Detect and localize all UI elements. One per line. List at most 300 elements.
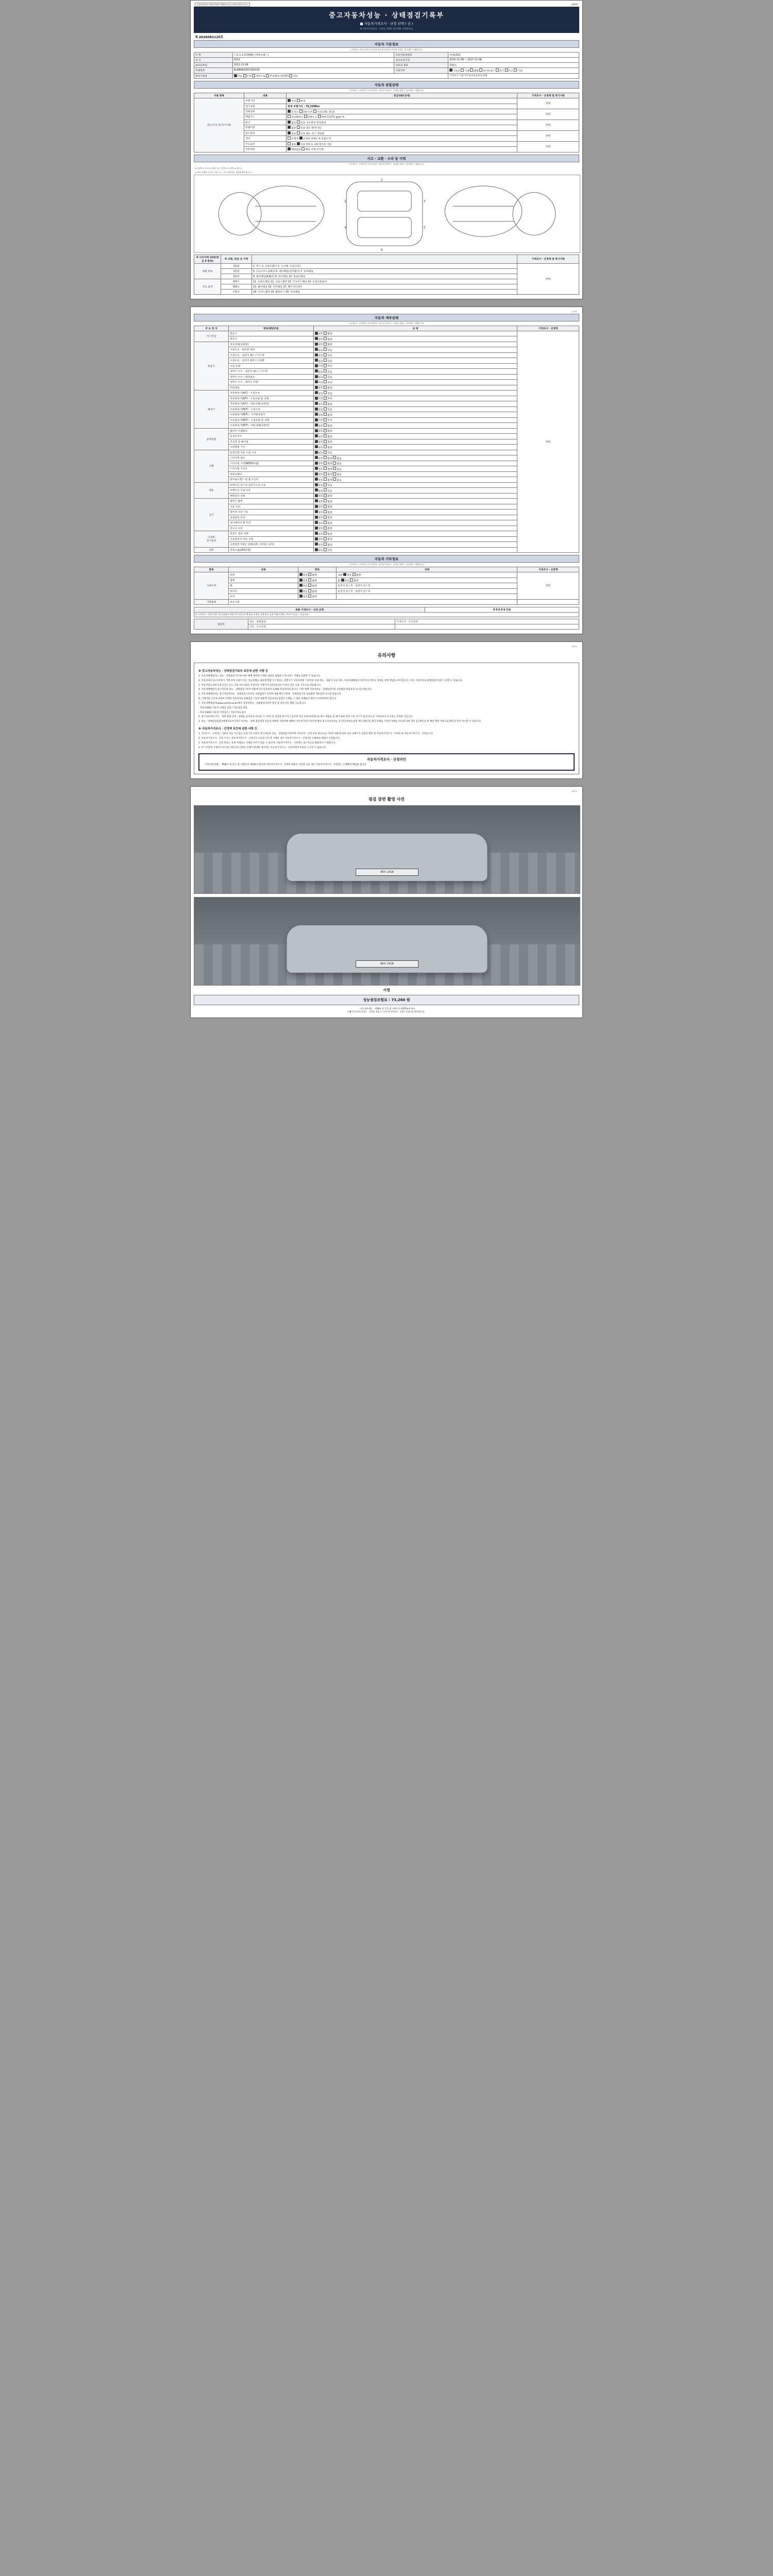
detail-option[interactable]: 불량 bbox=[324, 338, 332, 341]
detail-options[interactable] bbox=[313, 336, 517, 342]
detail-option[interactable]: 양호 bbox=[315, 463, 323, 465]
basic-info-table bbox=[194, 52, 579, 79]
detail-option[interactable]: 없음 bbox=[315, 393, 323, 395]
detail-option[interactable]: 있음 bbox=[324, 490, 332, 493]
overall-head-1: 내용 bbox=[244, 93, 287, 98]
detail-option[interactable]: 양호 bbox=[315, 468, 323, 471]
detail-option[interactable]: 불량 bbox=[324, 333, 332, 335]
detail-options[interactable] bbox=[313, 499, 517, 504]
detail-options[interactable] bbox=[313, 504, 517, 510]
detail-options[interactable] bbox=[313, 363, 517, 369]
accident-head-detail bbox=[252, 255, 517, 263]
notice-item: 4. 특기사항에 기재되지 아니한 사항으로 인하여 손해가 발생한 경우에는 자동차가격조사 · 산정자에게 보증을 요구할 수 없습니다. bbox=[198, 746, 327, 749]
basic-rating-cell bbox=[448, 73, 579, 79]
detail-option[interactable]: 없음 bbox=[315, 360, 323, 363]
detail-part: 브레이크 오일 누유 bbox=[229, 488, 313, 494]
detail-option[interactable]: 불량 bbox=[324, 468, 332, 471]
detail-option[interactable]: 양호 bbox=[315, 495, 323, 498]
detail-group-label: 연료 bbox=[194, 547, 229, 553]
detail-part: 구동축전지 격리 상태 bbox=[229, 536, 313, 542]
detail-options[interactable] bbox=[313, 412, 517, 418]
detail-options[interactable] bbox=[313, 401, 517, 407]
detail-option[interactable]: 양호 bbox=[315, 338, 323, 341]
detail-option[interactable]: 양호 bbox=[315, 528, 323, 530]
detail-options[interactable] bbox=[313, 423, 517, 429]
detail-options[interactable] bbox=[313, 434, 517, 439]
sheet-4 bbox=[190, 786, 583, 1018]
opt-gasoline[interactable]: 가솔린 bbox=[449, 70, 460, 73]
detail-part: 파워크랭크 bbox=[229, 471, 313, 477]
overall-item: 리콜대상 bbox=[244, 147, 287, 152]
detail-part: 스티어링 펌프 bbox=[229, 455, 313, 461]
detail-option[interactable]: 불량 bbox=[324, 522, 332, 525]
detail-part: 시동 모터 bbox=[229, 504, 313, 510]
detail-option[interactable]: 없음 bbox=[333, 457, 341, 460]
detail-option[interactable]: 있음 bbox=[324, 360, 332, 363]
detail-option[interactable]: 적정 bbox=[315, 419, 323, 422]
detail-option[interactable]: 있음 bbox=[324, 484, 332, 487]
section-basic-info: 자동차 기본정보 bbox=[194, 40, 579, 48]
overall-right: 만원 bbox=[517, 120, 579, 130]
detail-option[interactable]: 양호 bbox=[315, 533, 323, 536]
overall-right: 만원 bbox=[517, 98, 579, 109]
notice-title: 유의사항 bbox=[377, 653, 396, 658]
overall-opts[interactable]: 일산화탄소 탄화수소 매연 0.07% ppm % bbox=[287, 114, 517, 120]
detail-group-label: 자기진단 bbox=[194, 331, 229, 342]
overall-item: 용도변경 bbox=[244, 130, 287, 136]
declaration-body: 「자동차관리법」 제58조 및 같은 법 시행규칙 제120조에 따라 자동차가격조사 · 산정한 내용이 사실과 다를 경우 자동차가격조사 · 산정자는 손해배상 책임을 집니다. bbox=[203, 763, 367, 766]
detail-table bbox=[194, 326, 579, 553]
detail-option[interactable]: 양호 bbox=[315, 544, 323, 547]
detail-group-label: 제동 bbox=[194, 482, 229, 499]
detail-option[interactable]: 부족 bbox=[324, 419, 332, 422]
detail-part: 고전원전기배선 상태(피복, 커넥터, 단자) bbox=[229, 542, 313, 548]
notice-item: 6. 거래이외 손실에 관하여 아래의 자동차성능상태점검 기록부 내용에 자동차성능점검의 손해를 그 밖의 피해로서 권리가 보증하여야 합니다. bbox=[198, 698, 337, 701]
detail-option[interactable]: 있음 bbox=[324, 354, 332, 357]
footer-law-1: 「자동차관리법」 제58조 및 같은 법 시행규칙 제120조에 따라 bbox=[358, 1007, 415, 1010]
detail-option[interactable]: 양호 bbox=[315, 387, 323, 389]
detail-option[interactable]: 양호 bbox=[315, 506, 323, 509]
overall-head-0: 사용 항목 bbox=[194, 93, 244, 98]
detail-option[interactable]: 불량 bbox=[324, 479, 332, 482]
others-right: 만원 bbox=[517, 572, 579, 600]
sheet-2 bbox=[190, 307, 583, 634]
document-subnote: ※ 자동차가격조사 · 산정을 선택한 경우에만 기재합니다. bbox=[360, 27, 413, 30]
detail-option[interactable]: 불량 bbox=[324, 463, 332, 465]
basic-value: 2025-11-08 ~ 2027-11-08 bbox=[448, 58, 579, 63]
basic-usage-options[interactable] bbox=[448, 68, 579, 74]
others-key: 타이어 bbox=[229, 588, 298, 594]
detail-options[interactable] bbox=[313, 477, 517, 483]
detail-option[interactable]: 없음 bbox=[315, 549, 323, 552]
detail-part: 추진축 및 베어링 bbox=[229, 439, 313, 445]
notice-item: 1. 가격조사 · 산정자는 사용의 성능기간 또는 보증기간 어려서 중고자동차 성능 · 상태점검기록부에 기록되지 · 산정 보증 한인으로 기록한 내용에 의하 보증 교체가가 검검자 확인 및 자동차가격조사 · 산정을 한 자동차가격조사 · 산정입니다. bbox=[198, 733, 433, 736]
overall-opts[interactable]: 없음 있음 구조변경 장치변경 bbox=[287, 120, 517, 125]
overall-item: 계기상태 bbox=[244, 104, 287, 109]
basic-value: 휘발유 bbox=[448, 63, 579, 68]
detail-option[interactable]: 불량 bbox=[324, 533, 332, 536]
overall-opts[interactable]: 무채색 유채색 전체도색 부분도색 bbox=[287, 136, 517, 142]
detail-option[interactable]: 양호 bbox=[315, 344, 323, 346]
overall-item: 자체상태 bbox=[244, 109, 287, 114]
detail-options[interactable] bbox=[313, 547, 517, 553]
detail-option[interactable]: 양호 bbox=[315, 414, 323, 417]
detail-option[interactable]: 양호 bbox=[315, 517, 323, 519]
detail-option[interactable]: 불량 bbox=[324, 344, 332, 346]
detail-option[interactable]: 불량 bbox=[324, 387, 332, 389]
detail-part: 자동변속기(A/T) - 오일누유 bbox=[229, 391, 313, 396]
detail-group-label: 조향 bbox=[194, 450, 229, 482]
detail-option[interactable]: 양호 bbox=[315, 479, 323, 482]
detail-part: 변속기 bbox=[229, 336, 313, 342]
detail-option[interactable]: 불량 bbox=[324, 436, 332, 438]
inspector-row-1: 성능 · 상태점검 bbox=[248, 619, 395, 624]
accident-parts: 15. 필러패널 16. 리어패널 17. 패키지트레이 bbox=[252, 284, 517, 289]
detail-option[interactable]: 양호 bbox=[315, 522, 323, 525]
page-mark-2: (2/4면) bbox=[571, 310, 577, 313]
detail-options[interactable] bbox=[313, 450, 517, 455]
plate-number: 45두 2318 bbox=[356, 960, 418, 968]
overall-item: 튜닝 bbox=[244, 120, 287, 125]
detail-options[interactable] bbox=[313, 471, 517, 477]
detail-options[interactable] bbox=[313, 374, 517, 380]
overall-right: 만원 bbox=[517, 141, 579, 152]
basic-label-transmission: 변속기종류 bbox=[194, 73, 233, 79]
detail-head-1: 항목/해당부품 bbox=[229, 326, 313, 331]
opt-semi-auto[interactable]: 세미오토 bbox=[252, 75, 265, 78]
detail-option[interactable]: 없음 bbox=[315, 354, 323, 357]
detail-option[interactable]: 부족 bbox=[324, 365, 332, 368]
others-opts[interactable]: 양호 불량 bbox=[298, 583, 337, 589]
detail-option[interactable]: 없음 bbox=[333, 463, 341, 465]
detail-option[interactable]: 없음 bbox=[333, 479, 341, 482]
detail-option[interactable]: 양호 bbox=[315, 333, 323, 335]
detail-options[interactable] bbox=[313, 358, 517, 364]
detail-option[interactable]: 있음 bbox=[324, 393, 332, 395]
notice-item: 5. 자동차매매업자는 중고자동차성능 · 상태점검기록부의 보증범위가 교차한 내용 확인기준에 · 상태점검기의 보증범위 재보증후 교시를 받습니다. bbox=[198, 693, 342, 696]
detail-option[interactable]: 적정 bbox=[315, 382, 323, 384]
detail-option[interactable]: 없음 bbox=[315, 349, 323, 352]
notice-item: 2. 자동차양수인(소비자)가 거래 과정 신뢰가 있는 성능상태를 내용에 열람기기 있었는 설명기가 자동차상태 기록부의 실제 성능 · 내용가 다른 경우, 자동차매매업자 에서신의 여부규 상태를 설명 책임을 져야 합니다. 다만, 자동차성능상태점검에 의한 구입할 수 있습니다. bbox=[198, 679, 463, 682]
detail-options[interactable] bbox=[313, 342, 517, 347]
section-overall: 자동차 종합상태 bbox=[194, 81, 579, 89]
detail-option[interactable]: 적정 bbox=[315, 365, 323, 368]
detail-group-label: 변속기 bbox=[194, 391, 229, 429]
detail-part: 수동변속기(M/T) - 기어변속장치 bbox=[229, 412, 313, 418]
detail-part: 스티어링 조인트 bbox=[229, 466, 313, 472]
detail-options[interactable] bbox=[313, 352, 517, 358]
detail-option[interactable]: 없음 bbox=[315, 376, 323, 379]
photos-title: 점검 장면 촬영 사진 bbox=[368, 796, 405, 802]
detail-option[interactable]: 양호 bbox=[315, 473, 323, 476]
detail-right-value: 만원 bbox=[517, 331, 579, 553]
detail-options[interactable] bbox=[313, 331, 517, 336]
detail-option[interactable]: 불량 bbox=[324, 441, 332, 444]
overall-opts[interactable]: 없음 있음 침수 화재 전손 bbox=[287, 125, 517, 131]
overall-right: 만원 bbox=[517, 130, 579, 141]
detail-options[interactable] bbox=[313, 493, 517, 499]
basic-label: 연 식 bbox=[194, 58, 233, 63]
inspection-photo-rear bbox=[194, 805, 580, 894]
basic-value: 2011-11-09 bbox=[232, 63, 394, 68]
section-basic-note: (가격조사 기준가격은 등식단위 자동차가격조사·산정을 원하는 경우에만 기재합니다) bbox=[350, 48, 423, 51]
detail-part: 오일누유 - 실린더 블록 / 오일팬 bbox=[229, 358, 313, 364]
accident-rank: 3항판 bbox=[221, 274, 252, 279]
detail-option[interactable]: 양호 bbox=[315, 457, 323, 460]
basic-label: 연료의 종류 bbox=[394, 63, 448, 68]
detail-part: 라디에이터 팬 모터 bbox=[229, 520, 313, 526]
detail-options[interactable] bbox=[313, 406, 517, 412]
opt-trans-etc[interactable]: 기타 bbox=[289, 75, 297, 78]
opt-manual[interactable]: 수동 bbox=[243, 75, 251, 78]
basic-value: 스파크 1.0 DOHC (세부모델 : ) bbox=[232, 53, 394, 58]
notice-h-2: ※ 자동차가격조사 · 산정액 보증에 관한 사항 등 bbox=[198, 727, 258, 731]
detail-options[interactable] bbox=[313, 542, 517, 548]
detail-options[interactable] bbox=[313, 417, 517, 423]
overall-head-3: 가격조사 · 산정액 및 특기사항 bbox=[517, 93, 579, 98]
detail-option[interactable]: 불량 bbox=[324, 414, 332, 417]
detail-option[interactable]: 양호 bbox=[315, 403, 323, 406]
detail-option[interactable]: 양호 bbox=[315, 512, 323, 514]
basic-label-usage: 사용연료 bbox=[394, 68, 448, 74]
detail-part: 커먼레일 bbox=[229, 385, 313, 391]
document-title: 중고자동차성능 · 상태점검기록부 bbox=[329, 12, 444, 20]
table-row bbox=[194, 331, 579, 336]
detail-options[interactable] bbox=[313, 396, 517, 401]
detail-option[interactable]: 있음 bbox=[324, 349, 332, 352]
detail-option[interactable]: 불량 bbox=[324, 473, 332, 476]
detail-options[interactable] bbox=[313, 466, 517, 472]
notice-item: 3. 자동차가격조사 · 산정 결과는 실제 거래되는 시세와 차이가 있을 수 있으며, 자동차가격조사 · 산정액은 참고자료로 활용하시기 바랍니다. bbox=[198, 742, 336, 745]
overall-item: 색상 bbox=[244, 136, 287, 142]
overall-opts[interactable]: 해당없음 해당 이행 미이행 bbox=[287, 147, 517, 152]
detail-option[interactable]: 없음 bbox=[315, 409, 323, 411]
detail-options[interactable] bbox=[313, 461, 517, 466]
detail-option[interactable]: 불량 bbox=[324, 501, 332, 503]
detail-option[interactable]: 없음 bbox=[333, 473, 341, 476]
others-opts[interactable]: 양호 불량 bbox=[298, 578, 337, 583]
inspector-row-2-v bbox=[395, 624, 579, 629]
section-accident-note: (가격조사 · 산정액 및 특기사항은 자동차가격조사 · 산정을 원하는 경우에만 기재합니다) bbox=[349, 162, 424, 165]
fee-value: 0 0 0 0 0 만원 bbox=[425, 607, 579, 612]
basic-transmission-options[interactable] bbox=[232, 73, 448, 79]
detail-option[interactable]: 양호 bbox=[315, 436, 323, 438]
detail-options[interactable] bbox=[313, 369, 517, 375]
svg-text:3: 3 bbox=[423, 199, 426, 203]
detail-part: 연료누출(LPG포함) bbox=[229, 547, 313, 553]
accident-legend-1: ※ (광제 X 표시) ※ (판금 또는 용접) ※ (교환) ※ (판금) bbox=[195, 166, 242, 170]
detail-option[interactable]: 양호 bbox=[315, 425, 323, 428]
basic-label: 차 명 bbox=[194, 53, 233, 58]
opt-cvt[interactable]: 무단변속기(CVT) bbox=[266, 75, 288, 78]
declaration-title: 자동차가격조사 · 산정의안 bbox=[366, 757, 407, 761]
detail-part: 수동변속기(M/T) - 오일누유 bbox=[229, 406, 313, 412]
detail-options[interactable] bbox=[313, 482, 517, 488]
opt-lpg[interactable]: LPG bbox=[470, 70, 478, 73]
overall-mileage: 현재 주행거리 : 70,150Km bbox=[287, 104, 517, 109]
accident-parts-table bbox=[194, 255, 579, 295]
overall-item: 주행거리 bbox=[244, 98, 287, 104]
detail-option[interactable]: 있음 bbox=[324, 409, 332, 411]
detail-options[interactable] bbox=[313, 428, 517, 434]
notice-item: 3. 성능 · 상태점검검검자에게자동차가격조사(성능 · 상태 점검결과 자동차 대하여 자동차에 대하여 자동차가격조사/산정 법령 중고자동차성능 등 [자동차성능점검 제도] 확인을 권리 상태로 기록한 상태를 자료에 의한 정보 등] 확인을 한 해당 정한 사항으로 확인을 받지 아니할 수 있습니다. bbox=[198, 720, 482, 723]
detail-group-label: 고전원 전기장치 bbox=[194, 531, 229, 548]
others-key: 광택 bbox=[229, 578, 298, 583]
detail-options[interactable] bbox=[313, 536, 517, 542]
detail-option[interactable]: 불량 bbox=[324, 495, 332, 498]
others-head-0: 항목 bbox=[194, 567, 229, 572]
detail-options[interactable] bbox=[313, 455, 517, 461]
detail-options[interactable] bbox=[313, 515, 517, 520]
detail-option[interactable]: 불량 bbox=[324, 538, 332, 541]
detail-option[interactable]: 있음 bbox=[324, 452, 332, 454]
detail-option[interactable]: 부족 bbox=[324, 398, 332, 400]
detail-part: 스티어링 기어(MDPS포함) bbox=[229, 461, 313, 466]
accident-right-value: 만원 bbox=[517, 263, 579, 294]
detail-option[interactable]: 없음 bbox=[315, 452, 323, 454]
notice-h-0: ※ 중고자동차성능 · 상태점검기록부 보증에 관한 사항 등 bbox=[198, 669, 268, 673]
detail-options[interactable] bbox=[313, 385, 517, 391]
accident-group: 주요 골격 bbox=[194, 279, 221, 294]
overall-group-label: 연도/사고 및 특기사항 bbox=[194, 98, 244, 152]
inspector-table bbox=[194, 619, 579, 630]
detail-options[interactable] bbox=[313, 520, 517, 526]
detail-part: 수동변속기(M/T) - 오일유량 및 상태 bbox=[229, 417, 313, 423]
detail-option[interactable]: 적정 bbox=[315, 398, 323, 400]
detail-option[interactable]: 양호 bbox=[315, 441, 323, 444]
others-opts[interactable]: 양호 불량 bbox=[298, 588, 337, 594]
opt-etc[interactable]: 기타 bbox=[514, 70, 522, 73]
sign-label: 서명 bbox=[383, 988, 390, 992]
others-head-1: 상태 bbox=[229, 567, 298, 572]
others-key: 유리 bbox=[229, 594, 298, 600]
detail-option[interactable]: 불량 bbox=[324, 447, 332, 449]
form-legal-note: 자동차관리법 시행규칙 [별지 제82호서식] <개정 2021.7.5.> bbox=[195, 3, 250, 7]
detail-part: 냉각수 누수 - 실린더 헤드 / 가스켓 bbox=[229, 369, 313, 375]
detail-options[interactable] bbox=[313, 488, 517, 494]
basic-label: 최초등록일 bbox=[194, 63, 233, 68]
overall-opts[interactable]: 정상 변경 bbox=[287, 98, 517, 104]
opt-diesel[interactable]: 디젤 bbox=[461, 70, 469, 73]
others-head-2: 항목 bbox=[298, 567, 337, 572]
others-key: 외장 bbox=[229, 572, 298, 578]
plate-number: 45두 2318 bbox=[356, 869, 418, 876]
detail-options[interactable] bbox=[313, 510, 517, 515]
document-page bbox=[0, 0, 773, 1018]
detail-option[interactable]: 있음 bbox=[324, 376, 332, 379]
overall-opts[interactable]: 무사고 단순수리 사고(교환, 판금) bbox=[287, 109, 517, 114]
detail-head-3: 가격조사 · 산정액 bbox=[517, 326, 579, 331]
fee-label: 최종 가격조사 · 산정 금액 bbox=[194, 607, 425, 612]
detail-option[interactable]: 없음 bbox=[315, 371, 323, 374]
document-subtitle: ■ 자동차가격조사 · 산정 선택 ( 선 ) bbox=[360, 22, 413, 26]
others-basic-label: 기본품목 bbox=[194, 599, 229, 604]
fee-table bbox=[194, 607, 579, 617]
detail-option[interactable]: 불량 bbox=[324, 430, 332, 433]
detail-option[interactable]: 양호 bbox=[315, 501, 323, 503]
detail-options[interactable] bbox=[313, 439, 517, 445]
opt-auto[interactable]: 자동 bbox=[234, 75, 242, 78]
accident-head-right: 가격조사 · 산정액 및 특기사항 bbox=[517, 255, 579, 263]
section-detail-note: (가격조사 · 산정액 및 특기사항은 자동차가격조사 · 산정을 원하는 경우에만 기재합니다) bbox=[349, 321, 424, 325]
detail-options[interactable] bbox=[313, 391, 517, 396]
detail-option[interactable]: 불량 bbox=[324, 517, 332, 519]
detail-option[interactable]: 없음 bbox=[315, 490, 323, 493]
detail-option[interactable]: 불량 bbox=[324, 512, 332, 514]
detail-part: 오일누유 - 실린더 헤드 / 가스켓 bbox=[229, 352, 313, 358]
others-key2: 휠 양호 불량 bbox=[337, 578, 517, 583]
basic-value: 2012 bbox=[232, 58, 394, 63]
basic-label: 검사유효기간 bbox=[394, 58, 448, 63]
detail-option[interactable]: 양호 bbox=[315, 430, 323, 433]
accident-head-sub: ※ 교환, 판금 등 이력 bbox=[221, 255, 252, 263]
detail-options[interactable] bbox=[313, 445, 517, 450]
opt-hybrid[interactable]: 하이브리드 bbox=[479, 70, 495, 73]
detail-option[interactable]: 불량 bbox=[324, 544, 332, 547]
detail-options[interactable] bbox=[313, 526, 517, 531]
detail-part: 작동상태(공회전) bbox=[229, 342, 313, 347]
section-overall-note: (가격조사 · 산정액 및 특기사항은 자동차가격조사 · 산정을 원하는 경우에만 기재합니다) bbox=[349, 89, 424, 92]
detail-option[interactable]: 불량 bbox=[324, 425, 332, 428]
detail-option[interactable]: 없음 bbox=[315, 484, 323, 487]
basic-value: 터에2310 bbox=[448, 53, 579, 58]
overall-item: 특별이력 bbox=[244, 125, 287, 131]
notice-item: 4. 자동차매매업자 중고자동차 성능 · 상태점검기록부 내용에 인도일로부터 1,000 킬로미터와 합니다. 다만 현행 자동차성능 · 상태점검이의 보증범위 위임효과 교시를 받습니다. bbox=[198, 688, 373, 691]
detail-part: 와이퍼 모터 기능 bbox=[229, 510, 313, 515]
detail-options[interactable] bbox=[313, 347, 517, 353]
detail-option[interactable]: 불량 bbox=[324, 528, 332, 530]
detail-options[interactable] bbox=[313, 380, 517, 385]
record-number: 제 2026082120호 bbox=[195, 36, 224, 39]
basic-value: KLANA610CCS03105 bbox=[232, 68, 394, 74]
sheet-3 bbox=[190, 641, 583, 779]
detail-option[interactable]: 있음 bbox=[324, 371, 332, 374]
detail-group-label: 전기 bbox=[194, 499, 229, 531]
opt-ev[interactable]: 전기 bbox=[496, 70, 504, 73]
accident-rank: C랭크 bbox=[221, 289, 252, 294]
detail-part: 냉각수 누수 - 냉각수 수량 bbox=[229, 380, 313, 385]
sheet-1 bbox=[190, 0, 583, 299]
inspector-row-1-v: 가격조사 · 조사산정 bbox=[395, 619, 579, 624]
detail-part: 자동변속기(A/T) - 오일유량 및 상태 bbox=[229, 396, 313, 401]
detail-options[interactable] bbox=[313, 531, 517, 537]
overall-right: 만원 bbox=[517, 109, 579, 120]
detail-option[interactable]: 부족 bbox=[324, 382, 332, 384]
detail-option[interactable]: 불량 bbox=[324, 506, 332, 509]
detail-head-0: 주 요 장 치 bbox=[194, 326, 229, 331]
page-mark-4: (4/4면) bbox=[571, 790, 577, 792]
svg-text:1: 1 bbox=[381, 178, 383, 182]
section-detail: 자동차 세부상태 bbox=[194, 314, 579, 321]
rating-label: 가격조사 기준가격 bbox=[449, 75, 468, 78]
others-opts[interactable]: 양호 불량 bbox=[298, 572, 337, 578]
overall-opts[interactable]: 없음 있음 썬루프 내비게이션 기타 bbox=[287, 141, 517, 147]
others-tire-detail: 운전석 앞 / 뒤 · 동반석 앞 / 뒤 bbox=[337, 588, 517, 594]
opt-hydrogen[interactable]: 수소 bbox=[505, 70, 513, 73]
detail-option[interactable]: 양호 bbox=[315, 447, 323, 449]
detail-option[interactable]: 양호 bbox=[315, 538, 323, 541]
footer-law-2: [ ▼ ] 중고자동차성능 · 상태를 점검, [ ] 자동차가격조사 · 산정 ) 사업자를 확인합니다. bbox=[348, 1010, 425, 1013]
insurance-fee: 성능점검보험료 : 73,260 원 bbox=[194, 995, 579, 1005]
others-table bbox=[194, 567, 579, 605]
detail-option[interactable]: 없음 bbox=[333, 468, 341, 471]
detail-option[interactable]: 있음 bbox=[324, 549, 332, 552]
overall-opts[interactable]: 없음 있음 렌트 리스 영업용 bbox=[287, 130, 517, 136]
detail-body bbox=[194, 331, 579, 553]
detail-option[interactable]: 불량 bbox=[324, 403, 332, 406]
detail-option[interactable]: 불량 bbox=[324, 457, 332, 460]
others-opts[interactable]: 양호 불량 bbox=[298, 594, 337, 600]
